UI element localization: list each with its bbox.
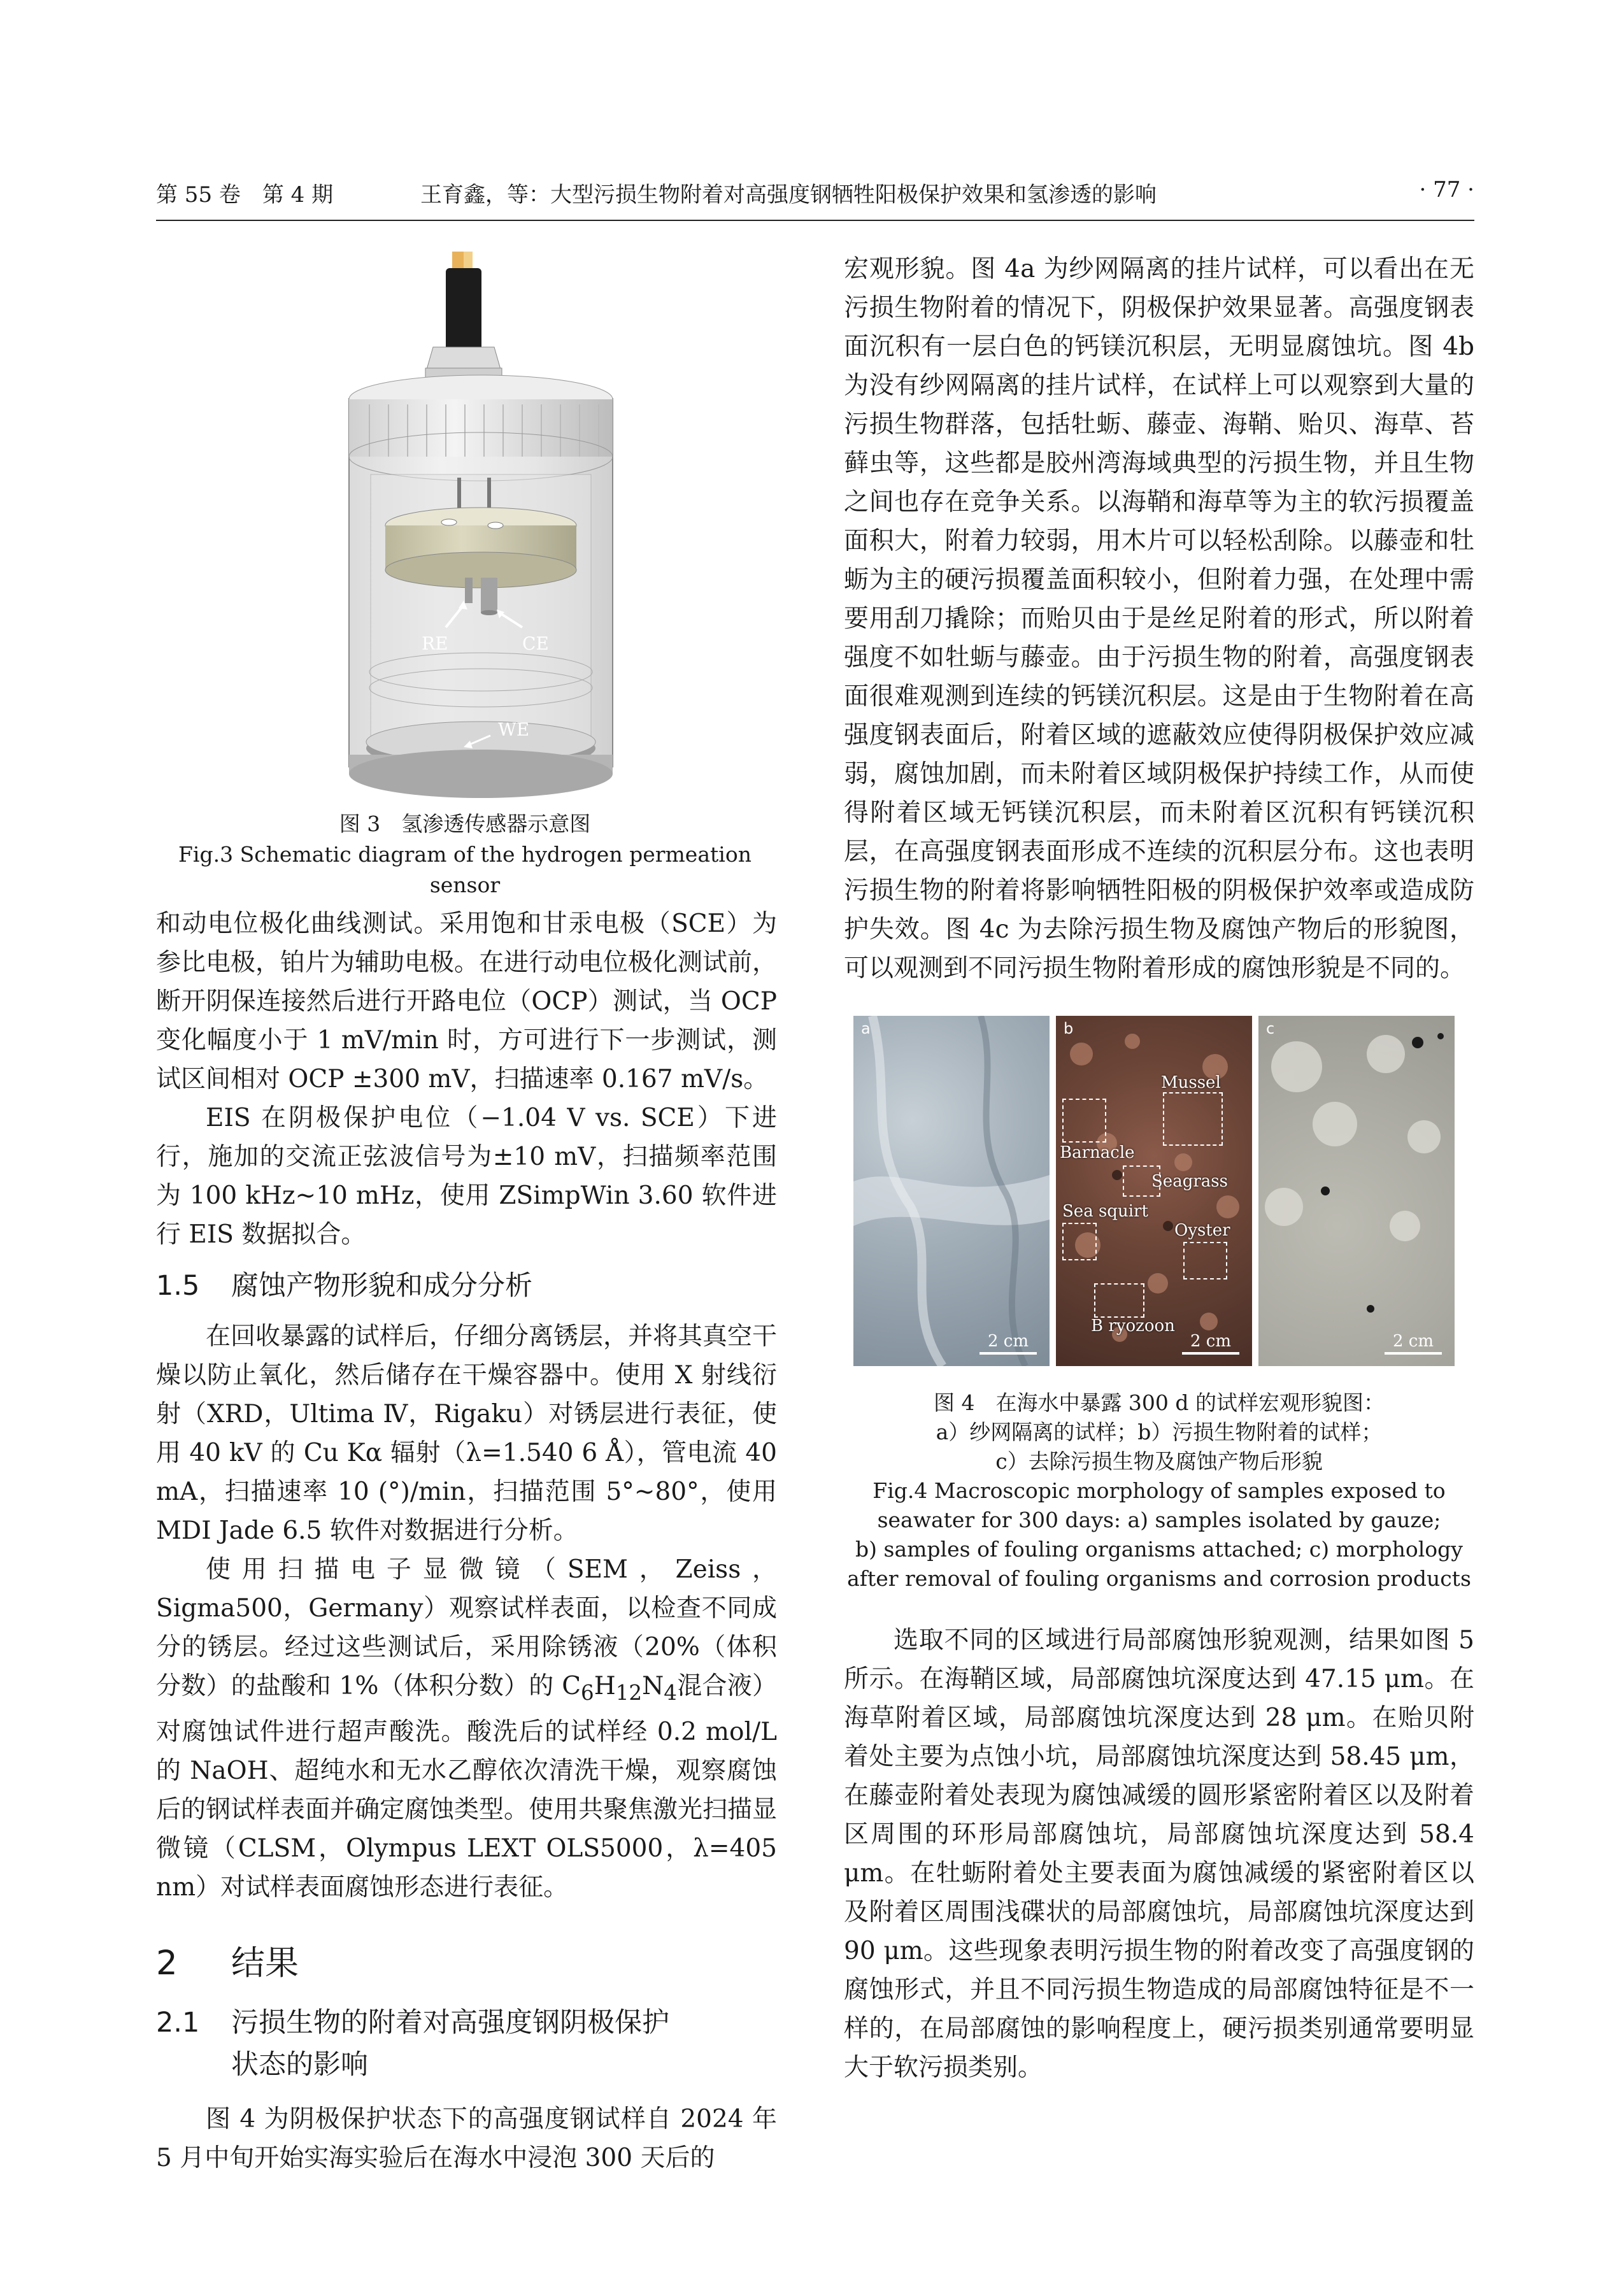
section-number: 2.1: [156, 2006, 200, 2039]
panel-b-label: b: [1064, 1020, 1074, 1037]
barnacle-box: [1062, 1099, 1106, 1143]
figure-3-caption: [146, 809, 783, 901]
panel-c-label: c: [1266, 1020, 1275, 1037]
subscript: 6: [581, 1680, 594, 1705]
section-number: 2: [156, 1943, 178, 1983]
caption-line: Fig.4 Macroscopic morphology of samples exposed to: [873, 1478, 1446, 1503]
panel-a-photo: [853, 1016, 1050, 1366]
right-column-top: [844, 250, 1474, 988]
section-heading-1-5: [156, 1267, 777, 1306]
bryozoon-box: [1094, 1283, 1144, 1318]
panel-b-photo: [1056, 1016, 1252, 1366]
we-label: WE: [498, 719, 530, 740]
scale-bar-line: [979, 1352, 1037, 1355]
formula-text: H: [594, 1672, 616, 1700]
figure-3-schematic: [331, 252, 630, 806]
caption-line: a）纱网隔离的试样；b）污损生物附着的试样；: [936, 1420, 1383, 1444]
paragraph-text: 混合液）对腐蚀试件进行超声酸洗。酸洗后的试样经 0.2 mol/L 的 NaOH、超纯水和无水乙醇依次清洗干燥，观察腐蚀后的钢试样表面并确定腐蚀类型。使用共聚焦激光扫描显微镜（CLSM，Olympus LEXT OLS5000，λ=405 nm）对试样表面腐蚀形态进行表征。: [156, 1672, 778, 1902]
section-number: 1.5: [156, 1270, 200, 1302]
left-column: [156, 904, 777, 2177]
scale-bar-a: [979, 1332, 1037, 1355]
subscript: 12: [615, 1680, 643, 1705]
figure-4-caption: [844, 1388, 1474, 1593]
caption-line: 图 4 在海水中暴露 300 d 的试样宏观形貌图：: [933, 1390, 1385, 1415]
oyster-label: Oyster: [1174, 1221, 1230, 1240]
journal-volume-issue: 第 55 卷 第 4 期: [156, 182, 334, 208]
panel-a-label: a: [861, 1020, 871, 1037]
paragraph: 在回收暴露的试样后，仔细分离锈层，并将其真空干燥以防止氧化，然后储存在干燥容器中。使用 X 射线衍射（XRD，Ultima Ⅳ，Rigaku）对锈层进行表征，使用 40 kV 的 Cu Kα 辐射（λ=1.540 6 Å），管电流 40 mA，扫描速率 10 (°)/min，扫描范围 5°~80°，使用 MDI Jade 6.5 软件对数据进行分析。: [156, 1322, 778, 1545]
right-column-bottom: [844, 1621, 1474, 2087]
subscript: 4: [664, 1680, 677, 1705]
section-title: 污损生物的附着对高强度钢阴极保护: [231, 2006, 669, 2039]
paragraph: 图 4 为阴极保护状态下的高强度钢试样自 2024 年 5 月中旬开始实海实验后在海水中浸泡 300 天后的: [156, 2104, 777, 2172]
header-rule: [156, 220, 1474, 221]
scale-bar-text: 2 cm: [1190, 1332, 1232, 1351]
mussel-box: [1163, 1092, 1223, 1146]
panel-a-texture: [853, 1016, 1050, 1366]
caption-line: b) samples of fouling organisms attached; c) morphology: [855, 1537, 1463, 1562]
barnacle-label: Barnacle: [1060, 1143, 1135, 1162]
caption-line: c）去除污损生物及腐蚀产物后形貌: [995, 1449, 1323, 1474]
scale-bar-text: 2 cm: [987, 1332, 1029, 1351]
mussel-label: Mussel: [1161, 1073, 1221, 1092]
section-title: 腐蚀产物形貌和成分分析: [231, 1270, 532, 1302]
section-heading-2: [156, 1944, 777, 1983]
section-title: 结果: [231, 1943, 299, 1983]
figure-3-caption-cn: 图 3 氢渗透传感器示意图: [339, 811, 591, 836]
figure-3-caption-en: Fig.3 Schematic diagram of the hydrogen permeation sensor: [178, 842, 751, 897]
panel-c-texture: [1258, 1016, 1455, 1366]
caption-line: seawater for 300 days: a) samples isolated by gauze;: [877, 1507, 1441, 1532]
seagrass-label: Seagrass: [1151, 1172, 1228, 1191]
panel-c-photo: [1258, 1016, 1455, 1366]
scale-bar-c: [1385, 1332, 1442, 1355]
running-title: 王育鑫，等：大型污损生物附着对高强度钢牺牲阳极保护效果和氢渗透的影响: [420, 182, 1157, 208]
oyster-box: [1183, 1242, 1227, 1279]
sea-squirt-box: [1062, 1223, 1097, 1260]
bryozoon-label: B ryozoon: [1091, 1316, 1175, 1336]
ce-label: CE: [522, 633, 549, 654]
figure-4-photos: [853, 1016, 1455, 1366]
running-header: [156, 177, 1474, 215]
formula-text: N: [642, 1672, 664, 1700]
scale-bar-text: 2 cm: [1392, 1332, 1434, 1351]
paragraph-text: 使用扫描电子显微镜（SEM，Zeiss，Sigma500，Germany）观察试样表面，以检查不同成分的锈层。经过这些测试后，采用除锈液（20%（体积分数）的盐酸和 1%（体积分数）的 C: [156, 1555, 777, 1700]
paragraph: EIS 在阴极保护电位（−1.04 V vs. SCE）下进行，施加的交流正弦波信号为±10 mV，扫描频率范围为 100 kHz~10 mHz，使用 ZSimpWin 3.60 软件进行 EIS 数据拟合。: [156, 1104, 777, 1249]
re-label: RE: [422, 633, 448, 654]
paragraph: 宏观形貌。图 4a 为纱网隔离的挂片试样，可以看出在无污损生物附着的情况下，阴极保护效果显著。高强度钢表面沉积有一层白色的钙镁沉积层，无明显腐蚀坑。图 4b 为没有纱网隔离的挂片试样，在试样上可以观察到大量的污损生物群落，包括牡蛎、藤壶、海鞘、贻贝、海草、苔藓虫等，这些都是胶州湾海域典型的污损生物，并且生物之间也存在竞争关系。以海鞘和海草等为主的软污损覆盖面积大，附着力较弱，用木片可以轻松刮除。以藤壶和牡蛎为主的硬污损覆盖面积较小，但附着力强，在处理中需要用刮刀撬除；而贻贝由于是丝足附着的形式，所以附着强度不如牡蛎与藤壶。由于污损生物的附着，高强度钢表面很难观测到连续的钙镁沉积层。这是由于生物附着在高强度钢表面后，附着区域的遮蔽效应使得阴极保护效应减弱，腐蚀加剧，而未附着区域阴极保护持续工作，从而使得附着区域无钙镁沉积层，而未附着区沉积有钙镁沉积层，在高强度钢表面形成不连续的沉积层分布。这也表明污损生物的附着将影响牺牲阳极的阴极保护效率或造成防护失效。图 4c 为去除污损生物及腐蚀产物后的形貌图，可以观测到不同污损生物附着形成的腐蚀形貌是不同的。: [844, 255, 1474, 983]
scale-bar-line: [1385, 1352, 1442, 1355]
paragraph: 和动电位极化曲线测试。采用饱和甘汞电极（SCE）为参比电极，铂片为辅助电极。在进行动电位极化测试前，断开阴保连接然后进行开路电位（OCP）测试，当 OCP 变化幅度小于 1 mV/min 时，方可进行下一步测试，测试区间相对 OCP ±300 mV，扫描速率 0.167 mV/s。: [156, 909, 778, 1094]
page-number: · 77 ·: [1419, 177, 1474, 203]
scale-bar-line: [1182, 1352, 1239, 1355]
section-title-cont: 状态的影响: [231, 2048, 368, 2081]
caption-line: after removal of fouling organisms and corrosion products: [847, 1566, 1471, 1591]
paragraph: 选取不同的区域进行局部腐蚀形貌观测，结果如图 5 所示。在海鞘区域，局部腐蚀坑深度达到 47.15 μm。在海草附着区域，局部腐蚀坑深度达到 28 μm。在贻贝附着处主要为点蚀小坑，局部腐蚀坑深度达到 58.45 μm，在藤壶附着处表现为腐蚀减缓的圆形紧密附着区以及附着区周围的环形局部腐蚀坑，局部腐蚀坑深度达到 58.4 μm。在牡蛎附着处主要表面为腐蚀减缓的紧密附着区以及附着区周围浅碟状的局部腐蚀坑，局部腐蚀坑深度达到 90 μm。这些现象表明污损生物的附着改变了高强度钢的腐蚀形式，并且不同污损生物造成的局部腐蚀特征是不一样的，在局部腐蚀的影响程度上，硬污损类别通常要明显大于软污损类别。: [844, 1626, 1474, 2082]
section-heading-2-1: [156, 2002, 777, 2086]
paragraph: [156, 1550, 777, 1907]
hydrogen-sensor-drawing: [331, 252, 630, 806]
sea-squirt-label: Sea squirt: [1062, 1202, 1148, 1221]
scale-bar-b: [1182, 1332, 1239, 1355]
